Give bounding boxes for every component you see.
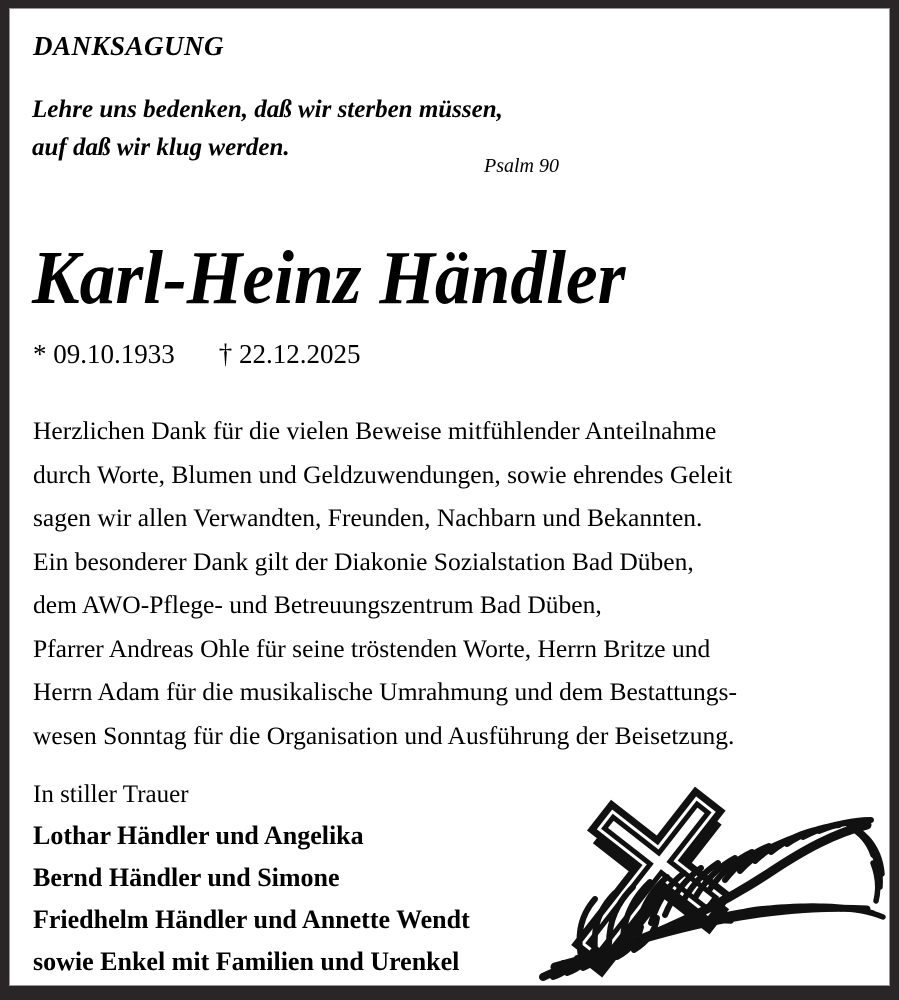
deceased-name: Karl-Heinz Händler [32,236,626,320]
body-line: Ein besonderer Dank gilt der Diakonie Sozialstation Bad Düben, [33,546,694,576]
life-dates [33,339,361,370]
mourners-block [33,774,553,983]
mourner-line: Bernd Händler und Simone [33,863,340,892]
body-line: Pfarrer Andreas Ohle für seine tröstenden Worte, Herrn Britze und [33,633,711,663]
notice-content [10,9,891,987]
notice-inner-panel [9,8,890,986]
mourner-line: sowie Enkel mit Familien und Urenkel [33,947,460,976]
thank-you-body [33,409,863,757]
verse-block [32,91,672,167]
mourners-intro: In stiller Trauer [33,781,189,808]
verse-line-1: Lehre uns bedenken, daß wir sterben müssen, [32,96,503,123]
mourner-line: Lothar Händler und Angelika [33,821,364,850]
birth-date: * 09.10.1933 [33,339,175,369]
cross-and-palm-frond-icon [537,781,887,981]
mourner-line: Friedhelm Händler und Annette Wendt [33,905,470,934]
notice-heading: DANKSAGUNG [33,31,225,61]
body-line: dem AWO-Pflege- und Betreuungszentrum Bad Düben, [33,590,602,619]
body-line: wesen Sonntag für die Organisation und Ausführung der Beisetzung. [33,720,735,750]
death-date: † 22.12.2025 [218,339,361,369]
cross-shape [537,781,774,981]
body-line: sagen wir allen Verwandten, Freunden, Nachbarn und Bekannten. [33,503,703,532]
body-line: Herzlichen Dank für die vielen Beweise mitfühlender Anteilnahme [33,416,717,445]
verse-attribution: Psalm 90 [484,155,559,177]
verse-line-2: auf daß wir klug werden. [32,134,290,161]
body-line: Herrn Adam für die musikalische Umrahmung und dem Bestattungs- [33,677,737,706]
body-line: durch Worte, Blumen und Geldzuwendungen, sowie ehrendes Geleit [33,459,733,489]
